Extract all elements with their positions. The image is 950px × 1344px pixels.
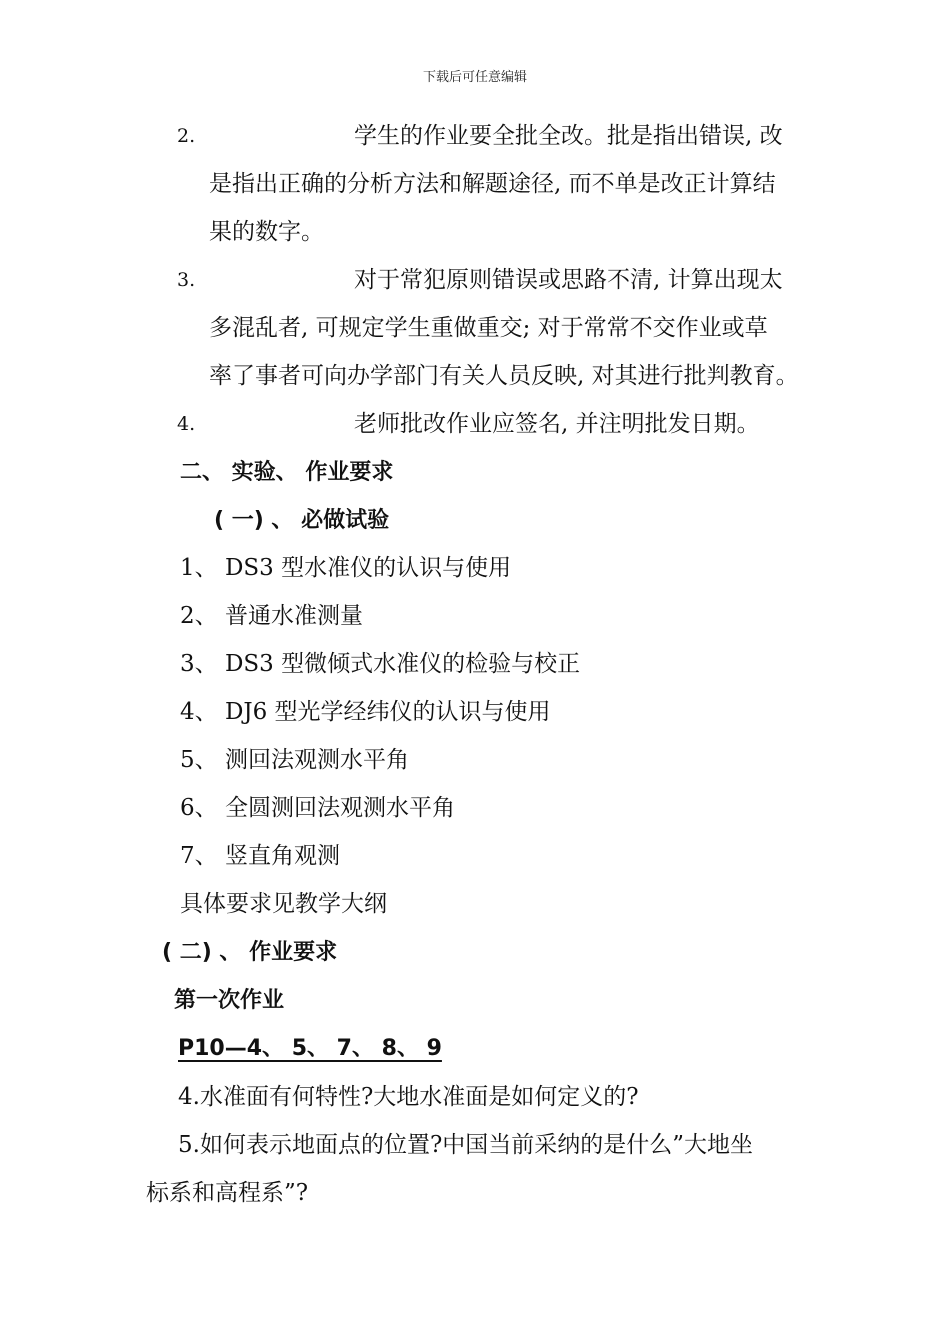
experiment-item: 1、 DS3 型水准仪的认识与使用 <box>180 555 512 581</box>
question-line: 5.如何表示地面点的位置?中国当前采纳的是什么”大地坐 <box>178 1132 754 1158</box>
rule-text-line: 学生的作业要全批全改。批是指出错误, 改 <box>354 123 783 149</box>
section-heading: 二、 实验、 作业要求 <box>180 460 394 485</box>
rule-number: 4. <box>177 413 196 435</box>
subsection-heading: ( 一) 、 必做试验 <box>214 508 390 533</box>
rule-text-line: 对于常犯原则错误或思路不清, 计算出现太 <box>354 267 783 293</box>
question-line: 标系和高程系”? <box>146 1180 309 1206</box>
rule-text-line: 多混乱者, 可规定学生重做重交; 对于常常不交作业或草 <box>209 315 768 341</box>
experiment-item: 3、 DS3 型微倾式水准仪的检验与校正 <box>180 651 581 677</box>
experiment-item: 7、 竖直角观测 <box>180 843 340 869</box>
rule-number: 3. <box>177 269 196 291</box>
note-text: 具体要求见教学大纲 <box>180 891 387 917</box>
experiment-item: 2、 普通水准测量 <box>180 603 363 629</box>
experiment-item: 4、 DJ6 型光学经纬仪的认识与使用 <box>180 699 551 725</box>
experiment-item: 5、 测回法观测水平角 <box>180 747 409 773</box>
subsection-heading: ( 二) 、 作业要求 <box>162 940 338 965</box>
question-line: 4.水准面有何特性?大地水准面是如何定义的? <box>178 1084 639 1110</box>
rule-text-line: 是指出正确的分析方法和解题途径, 而不单是改正计算结 <box>209 171 776 197</box>
experiment-item: 6、 全圆测回法观测水平角 <box>180 795 455 821</box>
homework-heading: 第一次作业 <box>174 988 285 1013</box>
rule-text-line: 率了事者可向办学部门有关人员反映, 对其进行批判教育。 <box>209 363 799 389</box>
rule-text-line: 老师批改作业应签名, 并注明批发日期。 <box>354 411 760 437</box>
rule-number: 2. <box>177 125 196 147</box>
rule-text-line: 果的数字。 <box>209 219 324 245</box>
page-header: 下载后可任意编辑 <box>422 70 527 85</box>
homework-pages: P10—4、 5、 7、 8、 9 <box>178 1036 442 1061</box>
